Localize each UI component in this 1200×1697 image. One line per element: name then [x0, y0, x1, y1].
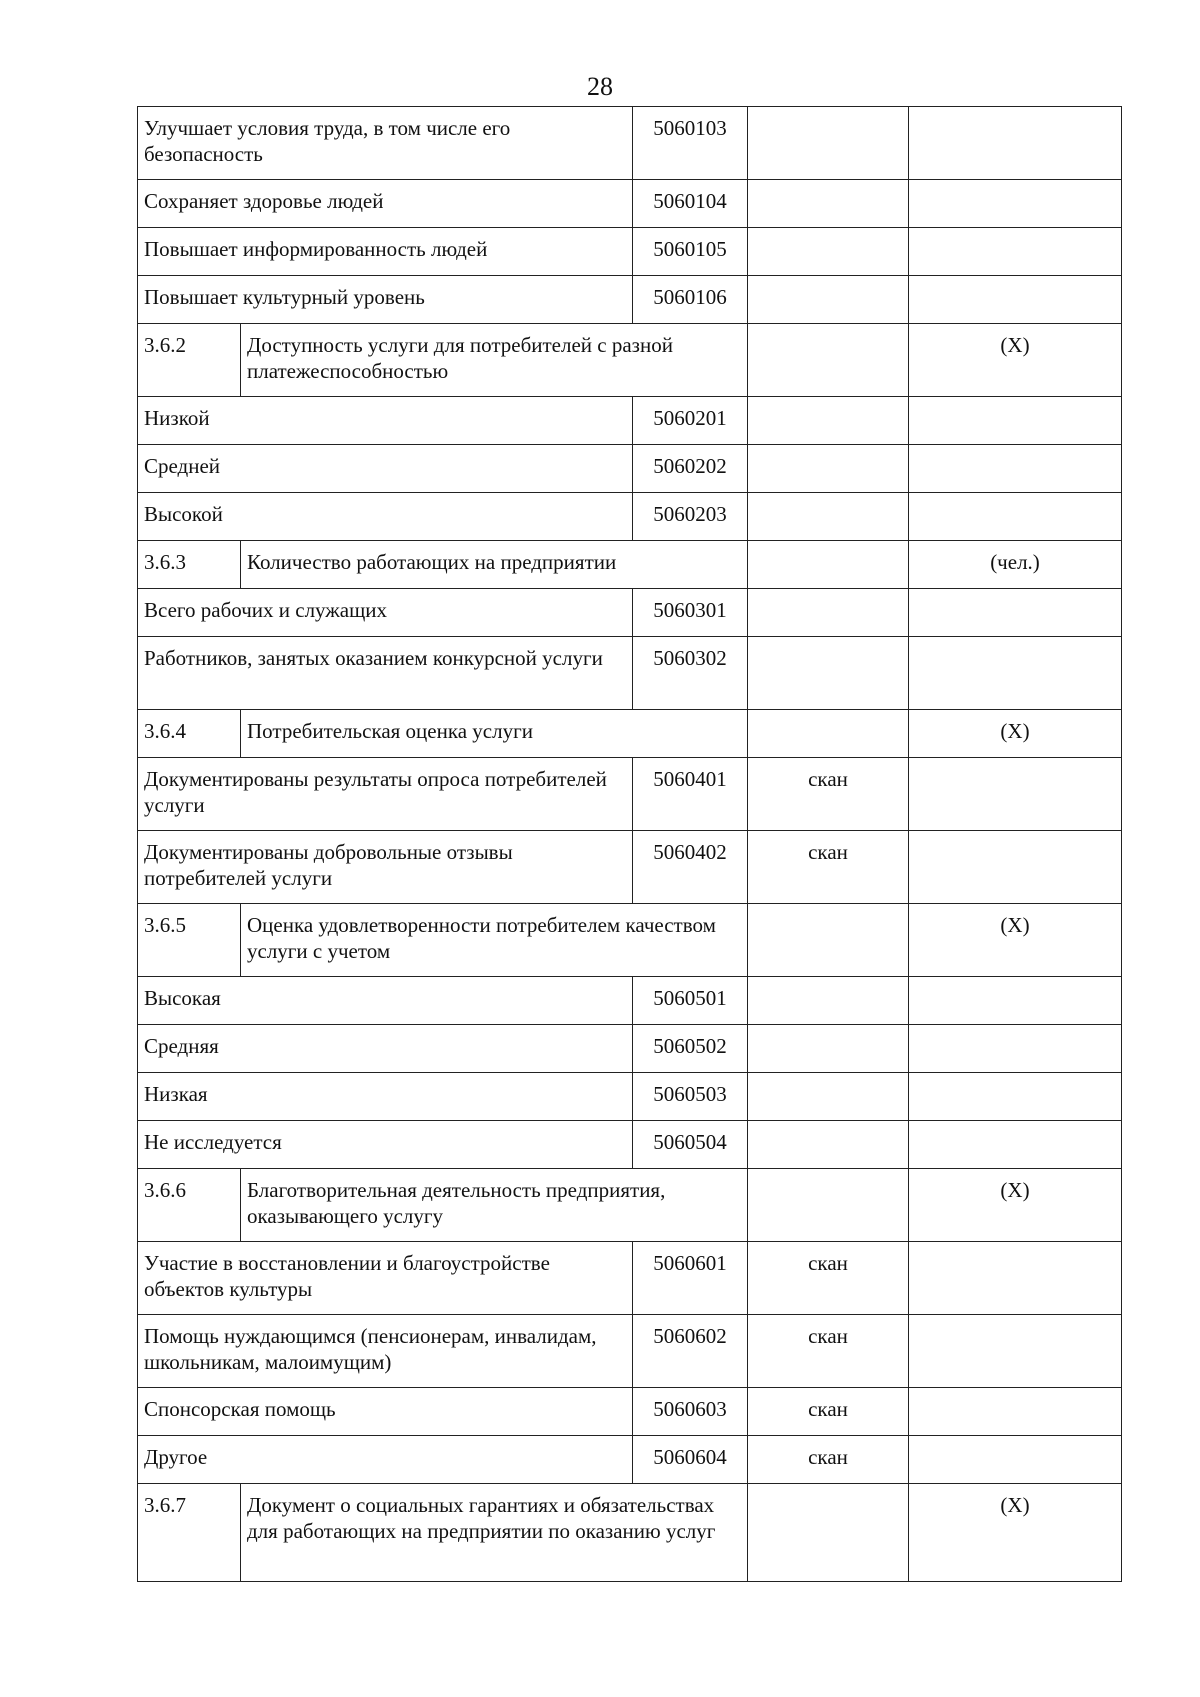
- section-number: 3.6.3: [138, 541, 241, 589]
- table-row: [138, 228, 1122, 276]
- section-title: Благотворительная деятельность предприятия, оказывающего услугу: [241, 1169, 748, 1242]
- section-unit: (X): [909, 710, 1122, 758]
- item-label: Документированы результаты опроса потребителей услуги: [138, 758, 633, 831]
- table-row: [138, 977, 1122, 1025]
- item-code: 5060502: [633, 1025, 748, 1073]
- item-value-cell: [909, 107, 1122, 180]
- table-row: [138, 637, 1122, 710]
- section-mark-cell: [748, 710, 909, 758]
- item-mark: [748, 637, 909, 710]
- table-row: [138, 1025, 1122, 1073]
- item-code: 5060201: [633, 397, 748, 445]
- item-mark: [748, 397, 909, 445]
- item-label: Повышает информированность людей: [138, 228, 633, 276]
- table-row: [138, 180, 1122, 228]
- item-code: 5060301: [633, 589, 748, 637]
- item-mark: [748, 1073, 909, 1121]
- item-code: 5060106: [633, 276, 748, 324]
- section-header-row: [138, 541, 1122, 589]
- item-code: 5060501: [633, 977, 748, 1025]
- section-number: 3.6.7: [138, 1484, 241, 1582]
- item-label: Низкая: [138, 1073, 633, 1121]
- item-label: Средняя: [138, 1025, 633, 1073]
- item-value-cell: [909, 1121, 1122, 1169]
- item-mark: скан: [748, 1388, 909, 1436]
- section-header-row: [138, 1484, 1122, 1582]
- item-value-cell: [909, 228, 1122, 276]
- item-label: Документированы добровольные отзывы потребителей услуги: [138, 831, 633, 904]
- section-number: 3.6.2: [138, 324, 241, 397]
- item-mark: скан: [748, 831, 909, 904]
- item-mark: скан: [748, 758, 909, 831]
- table-row: [138, 1121, 1122, 1169]
- item-code: 5060402: [633, 831, 748, 904]
- item-value-cell: [909, 1025, 1122, 1073]
- criteria-table-body: [138, 107, 1122, 1582]
- item-code: 5060105: [633, 228, 748, 276]
- item-label: Высокая: [138, 977, 633, 1025]
- section-mark-cell: [748, 904, 909, 977]
- item-value-cell: [909, 637, 1122, 710]
- section-title: Оценка удовлетворенности потребителем качеством услуги с учетом: [241, 904, 748, 977]
- section-header-row: [138, 1169, 1122, 1242]
- item-code: 5060504: [633, 1121, 748, 1169]
- section-mark-cell: [748, 324, 909, 397]
- item-mark: [748, 977, 909, 1025]
- item-mark: [748, 1025, 909, 1073]
- table-row: [138, 1388, 1122, 1436]
- item-label: Всего рабочих и служащих: [138, 589, 633, 637]
- table-row: [138, 107, 1122, 180]
- item-code: 5060401: [633, 758, 748, 831]
- table-row: [138, 1073, 1122, 1121]
- section-unit: (X): [909, 1169, 1122, 1242]
- item-value-cell: [909, 1073, 1122, 1121]
- item-mark: скан: [748, 1436, 909, 1484]
- item-label: Другое: [138, 1436, 633, 1484]
- item-code: 5060103: [633, 107, 748, 180]
- table-row: [138, 589, 1122, 637]
- item-label: Низкой: [138, 397, 633, 445]
- item-mark: скан: [748, 1315, 909, 1388]
- item-mark: [748, 1121, 909, 1169]
- item-code: 5060503: [633, 1073, 748, 1121]
- item-mark: [748, 180, 909, 228]
- item-value-cell: [909, 397, 1122, 445]
- section-header-row: [138, 904, 1122, 977]
- section-mark-cell: [748, 1169, 909, 1242]
- table-row: [138, 276, 1122, 324]
- item-code: 5060604: [633, 1436, 748, 1484]
- section-unit: (X): [909, 904, 1122, 977]
- section-header-row: [138, 324, 1122, 397]
- item-mark: [748, 445, 909, 493]
- item-value-cell: [909, 493, 1122, 541]
- item-code: 5060104: [633, 180, 748, 228]
- item-value-cell: [909, 180, 1122, 228]
- section-header-row: [138, 710, 1122, 758]
- item-label: Высокой: [138, 493, 633, 541]
- item-code: 5060603: [633, 1388, 748, 1436]
- table-row: [138, 1242, 1122, 1315]
- section-mark-cell: [748, 1484, 909, 1582]
- table-row: [138, 831, 1122, 904]
- section-number: 3.6.4: [138, 710, 241, 758]
- item-value-cell: [909, 1388, 1122, 1436]
- table-row: [138, 1436, 1122, 1484]
- item-label: Повышает культурный уровень: [138, 276, 633, 324]
- item-mark: скан: [748, 1242, 909, 1315]
- section-number: 3.6.6: [138, 1169, 241, 1242]
- item-mark: [748, 589, 909, 637]
- item-mark: [748, 493, 909, 541]
- item-label: Помощь нуждающимся (пенсионерам, инвалидам, школьникам, малоимущим): [138, 1315, 633, 1388]
- item-value-cell: [909, 831, 1122, 904]
- item-code: 5060202: [633, 445, 748, 493]
- item-mark: [748, 276, 909, 324]
- section-title: Доступность услуги для потребителей с разной платежеспособностью: [241, 324, 748, 397]
- item-value-cell: [909, 758, 1122, 831]
- item-mark: [748, 107, 909, 180]
- section-unit: (чел.): [909, 541, 1122, 589]
- item-code: 5060302: [633, 637, 748, 710]
- section-unit: (X): [909, 1484, 1122, 1582]
- item-label: Участие в восстановлении и благоустройстве объектов культуры: [138, 1242, 633, 1315]
- item-mark: [748, 228, 909, 276]
- item-value-cell: [909, 589, 1122, 637]
- criteria-table: [137, 106, 1122, 1582]
- page-number: 28: [587, 72, 613, 101]
- item-value-cell: [909, 445, 1122, 493]
- table-row: [138, 445, 1122, 493]
- item-code: 5060602: [633, 1315, 748, 1388]
- item-value-cell: [909, 1315, 1122, 1388]
- section-unit: (X): [909, 324, 1122, 397]
- item-label: Спонсорская помощь: [138, 1388, 633, 1436]
- item-code: 5060203: [633, 493, 748, 541]
- item-label: Средней: [138, 445, 633, 493]
- item-label: Не исследуется: [138, 1121, 633, 1169]
- item-label: Улучшает условия труда, в том числе его безопасность: [138, 107, 633, 180]
- section-title: Потребительская оценка услуги: [241, 710, 748, 758]
- item-label: Сохраняет здоровье людей: [138, 180, 633, 228]
- table-row: [138, 758, 1122, 831]
- item-value-cell: [909, 977, 1122, 1025]
- item-value-cell: [909, 276, 1122, 324]
- section-title: Документ о социальных гарантиях и обязательствах для работающих на предприятии по оказанию услуг: [241, 1484, 748, 1582]
- item-value-cell: [909, 1436, 1122, 1484]
- section-title: Количество работающих на предприятии: [241, 541, 748, 589]
- section-number: 3.6.5: [138, 904, 241, 977]
- table-row: [138, 397, 1122, 445]
- table-row: [138, 1315, 1122, 1388]
- item-code: 5060601: [633, 1242, 748, 1315]
- item-value-cell: [909, 1242, 1122, 1315]
- table-row: [138, 493, 1122, 541]
- section-mark-cell: [748, 541, 909, 589]
- item-label: Работников, занятых оказанием конкурсной услуги: [138, 637, 633, 710]
